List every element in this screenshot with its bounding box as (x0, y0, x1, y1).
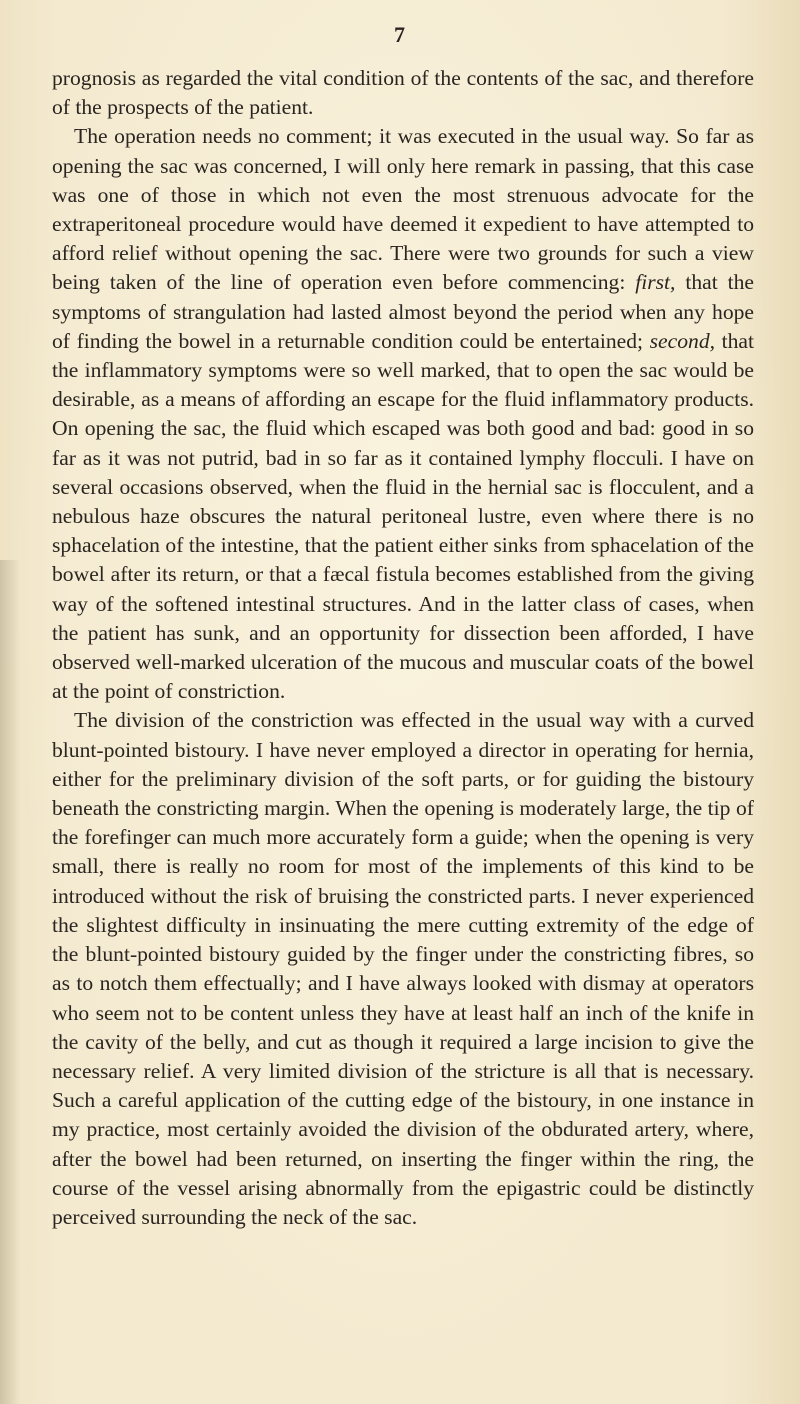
paragraph-operation (52, 122, 754, 706)
emphasis-second: second, (649, 328, 716, 353)
emphasis-first: first, (635, 270, 676, 295)
paragraph-operation-part-c: that the inflammatory symptoms were so well marked, that to open the sac would be desirable, as a means of affording an escape for the fluid inflammatory products. On opening the sac, the fluid which escaped was both good and bad: good in so far as it was not putrid, bad in so far as it contained lymphy flocculi. I have on several occasions observed, when the fluid in the hernial sac is flocculent, and a nebulous haze obscures the natural peritoneal lustre, even where there is no sphacelation of the intestine, that the patient either sinks from sphacelation of the bowel after its return, or that a fæcal fistula becomes established from the giving way of the softened intestinal structures. And in the latter class of cases, when the patient has sunk, and an opportunity for dissection been afforded, I have observed well-marked ulceration of the mucous and muscular coats of the bowel at the point of constriction. (52, 328, 755, 704)
binding-shadow (0, 560, 20, 1404)
paragraph-division: The division of the constriction was effected in the usual way with a curved blunt-pointed bistoury. I have never employed a director in operating for hernia, either for the preliminary division of the soft parts, or for guiding the bistoury beneath the constricting margin. When the opening is moderately large, the tip of the forefinger can much more accurately form a guide; when the opening is very small, there is really no room for most of the implements of this kind to be introduced without the risk of bruising the constricted parts. I never experienced the slightest difficulty in insinuating the mere cutting extremity of the edge of the blunt-pointed bistoury guided by the finger under the constricting fibres, so as to notch them effectually; and I have always looked with dismay at operators who seem not to be content unless they have at least half an inch of the knife in the cavity of the belly, and cut as though it required a large incision to give the necessary relief. A very limited division of the stricture is all that is necessary. Such a careful application of the cutting edge of the bistoury, in one instance in my practice, most certainly avoided the division of the obdurated artery, where, after the bowel had been returned, on inserting the finger within the ring, the course of the vessel arising abnormally from the epigastric could be distinctly perceived surrounding the neck of the sac. (52, 708, 754, 1229)
paragraph-operation-part-a: The operation needs no comment; it was executed in the usual way. So far as opening the sac was concerned, I will only here remark in passing, that this case was one of those in which not even the most strenuous advocate for the extraperitoneal procedure would have deemed it expedient to have attempted to afford relief without opening the sac. There were two grounds for such a view being taken of the line of operation even before commencing: (52, 124, 754, 295)
paragraph-operation-part-b: that the symptoms of strangulation had lasted almost beyond the period when any hope of finding the bowel in a returnable condition could be entertained; (52, 270, 754, 353)
body-text (52, 64, 754, 1232)
paragraph-continued: prognosis as regarded the vital condition of the contents of the sac, and therefore of the prospects of the patient. (52, 66, 754, 120)
page-number: 7 (394, 22, 406, 47)
